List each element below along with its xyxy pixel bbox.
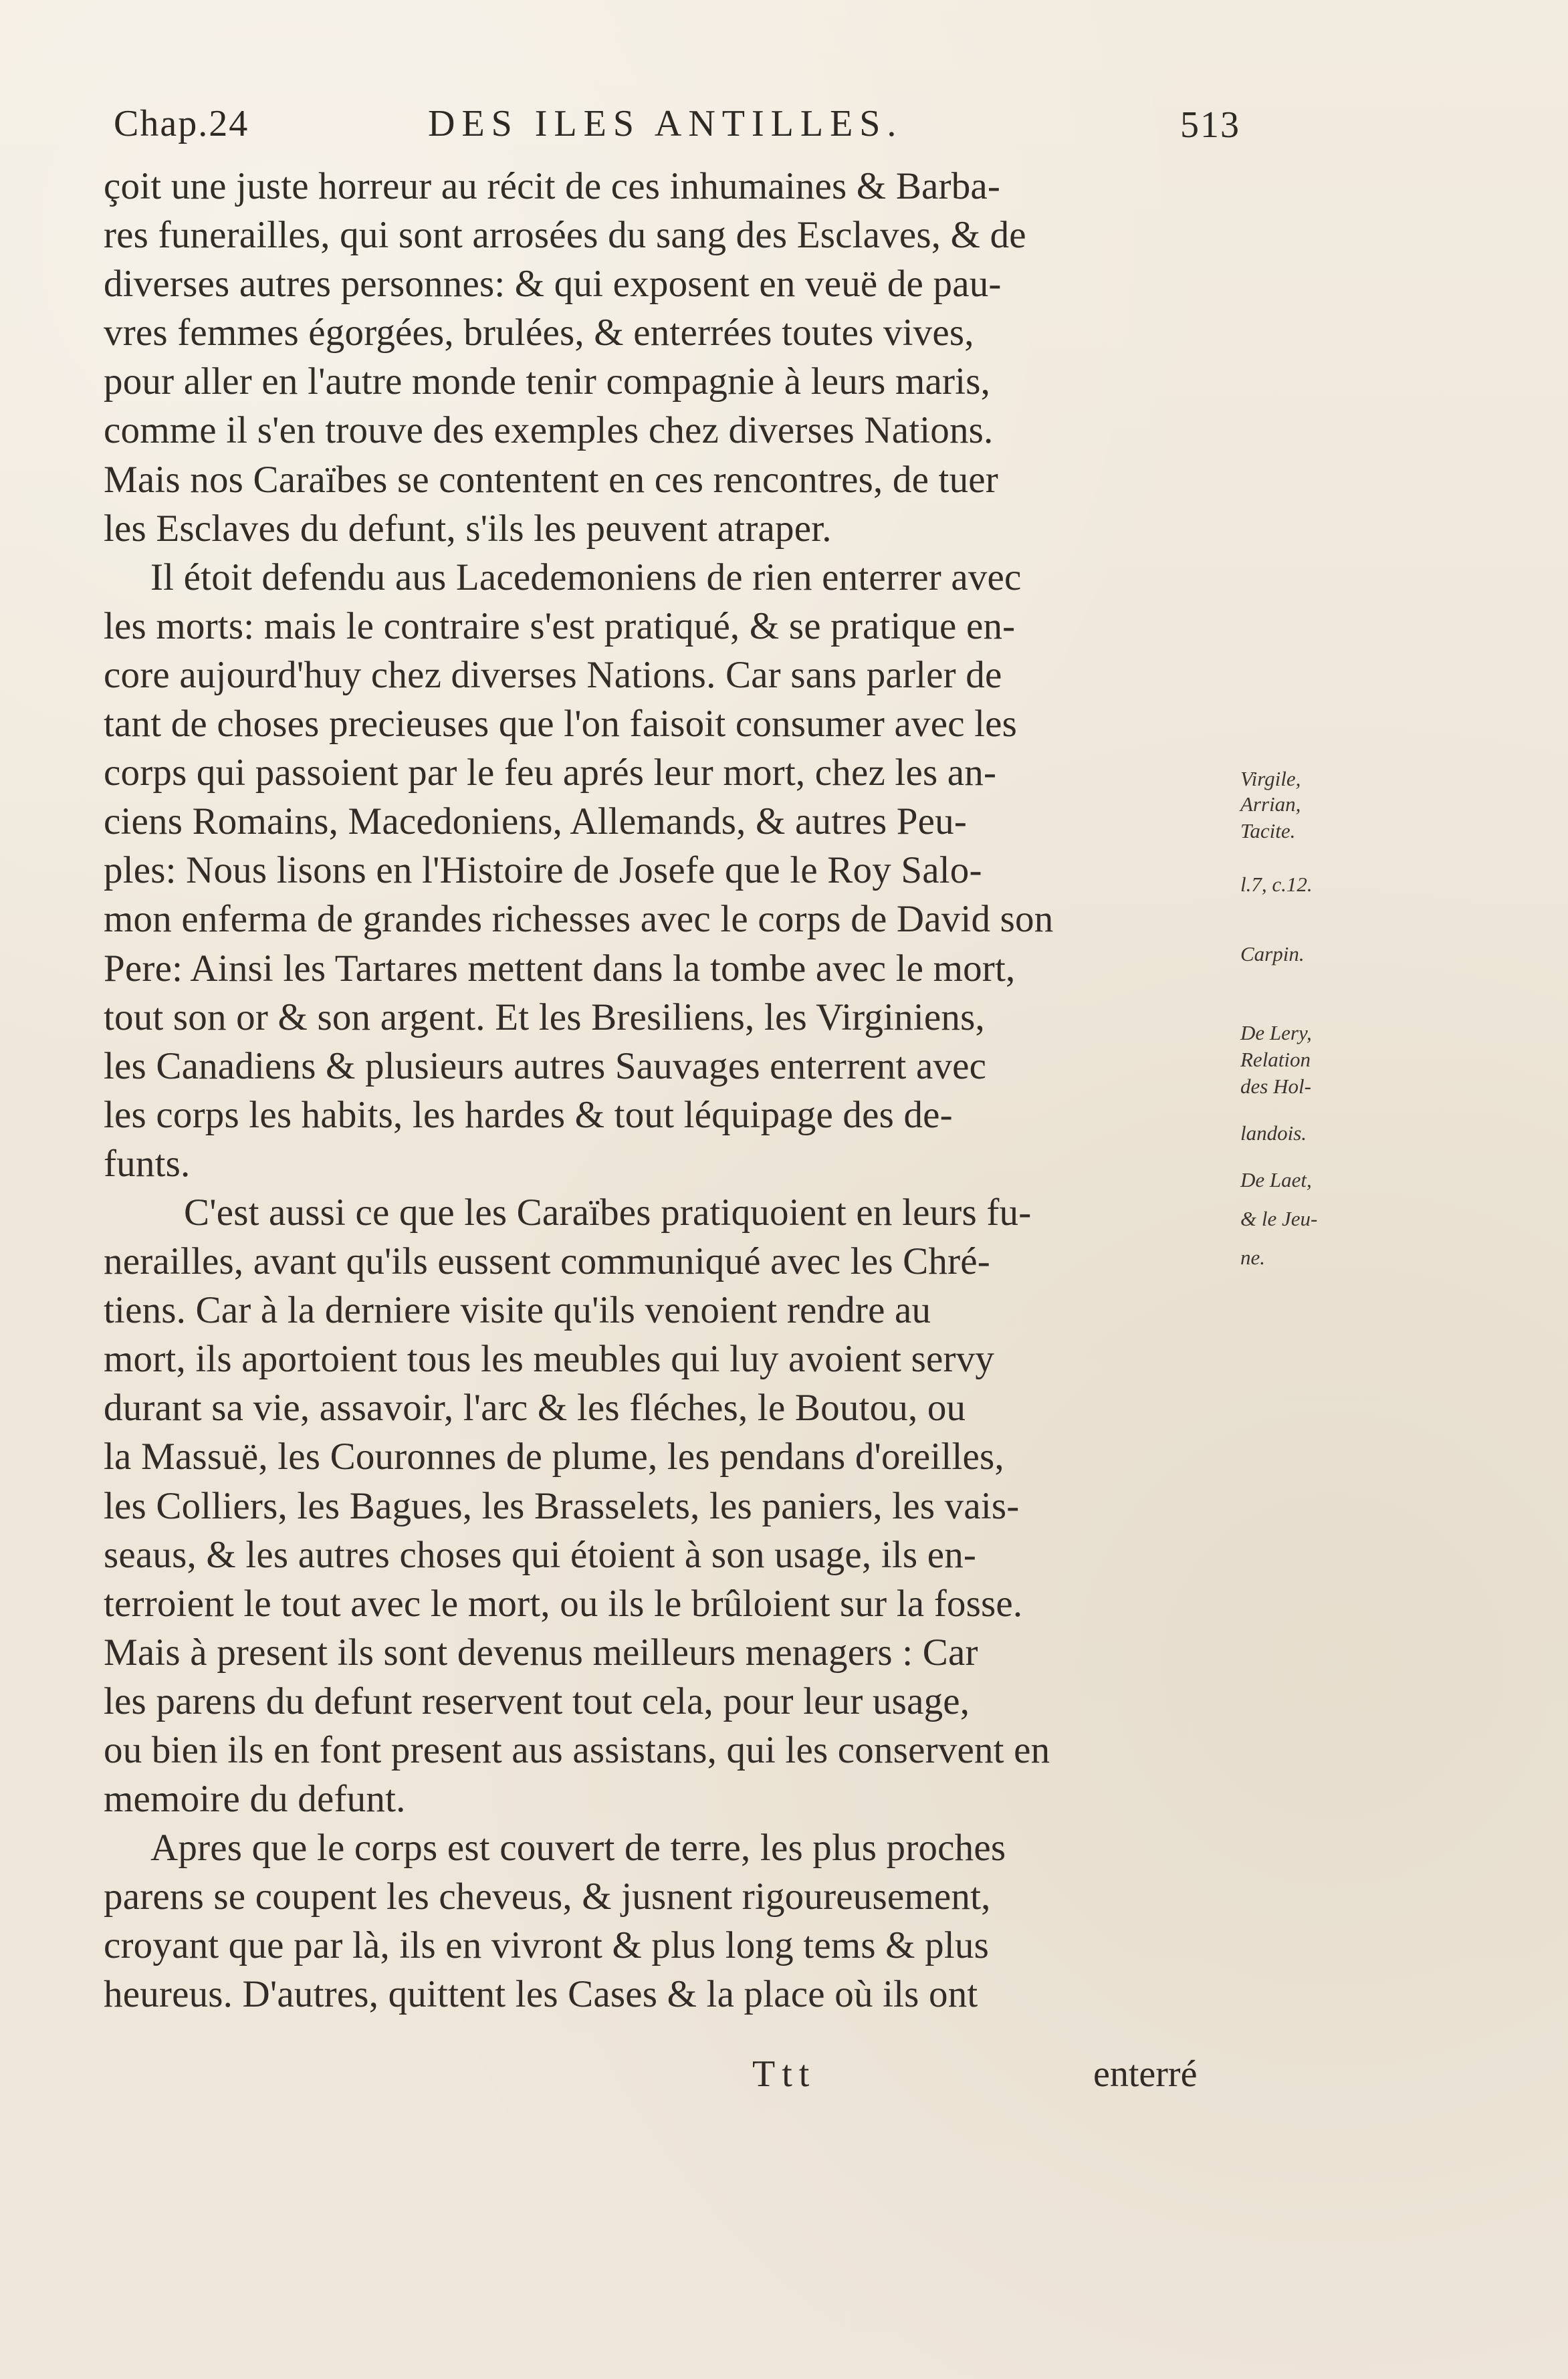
- text-line: les Colliers, les Bagues, les Brasselets, les paniers, les vais-: [104, 1484, 1020, 1527]
- text-line: durant sa vie, assavoir, l'arc & les fléches, le Boutou, ou: [104, 1387, 966, 1430]
- page-footer: [0, 2053, 1568, 2100]
- running-header: [114, 97, 1244, 157]
- text-line: mon enferma de grandes richesses avec le corps de David son: [104, 898, 1054, 941]
- text-line: Apres que le corps est couvert de terre, les plus proches: [150, 1827, 1006, 1870]
- margin-note: & le Jeu-: [1240, 1207, 1318, 1230]
- text-line: diverses autres personnes: & qui exposent en veuë de pau-: [104, 263, 1002, 306]
- margin-note: landois.: [1240, 1121, 1307, 1145]
- text-line: Il étoit defendu aus Lacedemoniens de rien enterrer avec: [150, 556, 1022, 598]
- text-line: corps qui passoient par le feu aprés leur mort, chez les an-: [104, 752, 997, 794]
- text-line: tout son or & son argent. Et les Bresiliens, les Virginiens,: [104, 996, 985, 1038]
- text-line: les morts: mais le contraire s'est pratiqué, & se pratique en-: [104, 604, 1016, 647]
- text-line: les Canadiens & plusieurs autres Sauvages enterrent avec: [104, 1044, 987, 1087]
- text-line: les parens du defunt reservent tout cela, pour leur usage,: [104, 1680, 970, 1722]
- text-line: tiens. Car à la derniere visite qu'ils venoient rendre au: [104, 1289, 931, 1332]
- margin-note: ne.: [1240, 1246, 1266, 1269]
- text-line: tant de choses precieuses que l'on faisoit consumer avec les: [104, 703, 1018, 746]
- margin-note: Arrian,: [1240, 792, 1301, 816]
- text-line: la Massuë, les Couronnes de plume, les pendans d'oreilles,: [104, 1436, 1004, 1478]
- text-line: Mais nos Caraïbes se contentent en ces rencontres, de tuer: [104, 458, 998, 501]
- running-title: DES ILES ANTILLES.: [428, 103, 903, 144]
- text-line: croyant que par là, ils en vivront & plus long tems & plus: [104, 1924, 989, 1967]
- text-line: ou bien ils en font present aus assistans, qui les conservent en: [104, 1729, 1050, 1771]
- text-line: ciens Romains, Macedoniens, Allemands, & autres Peu-: [104, 800, 968, 843]
- margin-note: De Lery,: [1240, 1021, 1312, 1044]
- text-line: Pere: Ainsi les Tartares mettent dans la tombe avec le mort,: [104, 947, 1016, 990]
- text-line: çoit une juste horreur au récit de ces inhumaines & Barba-: [104, 165, 1001, 207]
- text-line: memoire du defunt.: [104, 1778, 406, 1821]
- margin-note: l.7, c.12.: [1240, 873, 1313, 896]
- chapter-label: Chap.24: [114, 103, 249, 144]
- page-number: 513: [1180, 104, 1240, 146]
- text-line: seaus, & les autres choses qui étoient à son usage, ils en-: [104, 1533, 977, 1576]
- text-line: les Esclaves du defunt, s'ils les peuvent atraper.: [104, 507, 832, 550]
- margin-note: Carpin.: [1240, 942, 1305, 966]
- text-line: C'est aussi ce que les Caraïbes pratiquoient en leurs fu-: [184, 1191, 1032, 1234]
- main-text-block: [104, 162, 1250, 2019]
- text-line: mort, ils aportoient tous les meubles qui luy avoient servy: [104, 1338, 995, 1381]
- text-line: Mais à present ils sont devenus meilleurs menagers : Car: [104, 1631, 978, 1674]
- margin-note: De Laet,: [1240, 1168, 1312, 1192]
- text-line: parens se coupent les cheveus, & jusnent rigoureusement,: [104, 1876, 991, 1918]
- margin-note: Relation: [1240, 1048, 1311, 1071]
- margin-note: Virgile,: [1240, 767, 1301, 790]
- text-line: core aujourd'huy chez diverses Nations. Car sans parler de: [104, 653, 1002, 696]
- text-line: ples: Nous lisons en l'Histoire de Josefe que le Roy Salo-: [104, 849, 982, 892]
- text-line: comme il s'en trouve des exemples chez diverses Nations.: [104, 409, 994, 452]
- catchword: enterré: [1093, 2053, 1198, 2095]
- text-line: vres femmes égorgées, brulées, & enterrées toutes vives,: [104, 312, 974, 354]
- text-line: nerailles, avant qu'ils eussent communiqué avec les Chré-: [104, 1240, 990, 1283]
- text-line: pour aller en l'autre monde tenir compagnie à leurs maris,: [104, 360, 991, 403]
- margin-note: Tacite.: [1240, 819, 1296, 842]
- text-line: les corps les habits, les hardes & tout léquipage des de-: [104, 1093, 953, 1136]
- text-line: terroient le tout avec le mort, ou ils le brûloient sur la fosse.: [104, 1582, 1023, 1625]
- margin-note: des Hol-: [1240, 1074, 1311, 1098]
- signature-mark: Ttt: [752, 2053, 816, 2095]
- text-line: heureus. D'autres, quittent les Cases & la place où ils ont: [104, 1973, 978, 2016]
- text-line: funts.: [104, 1142, 191, 1185]
- text-line: res funerailles, qui sont arrosées du sang des Esclaves, & de: [104, 214, 1026, 257]
